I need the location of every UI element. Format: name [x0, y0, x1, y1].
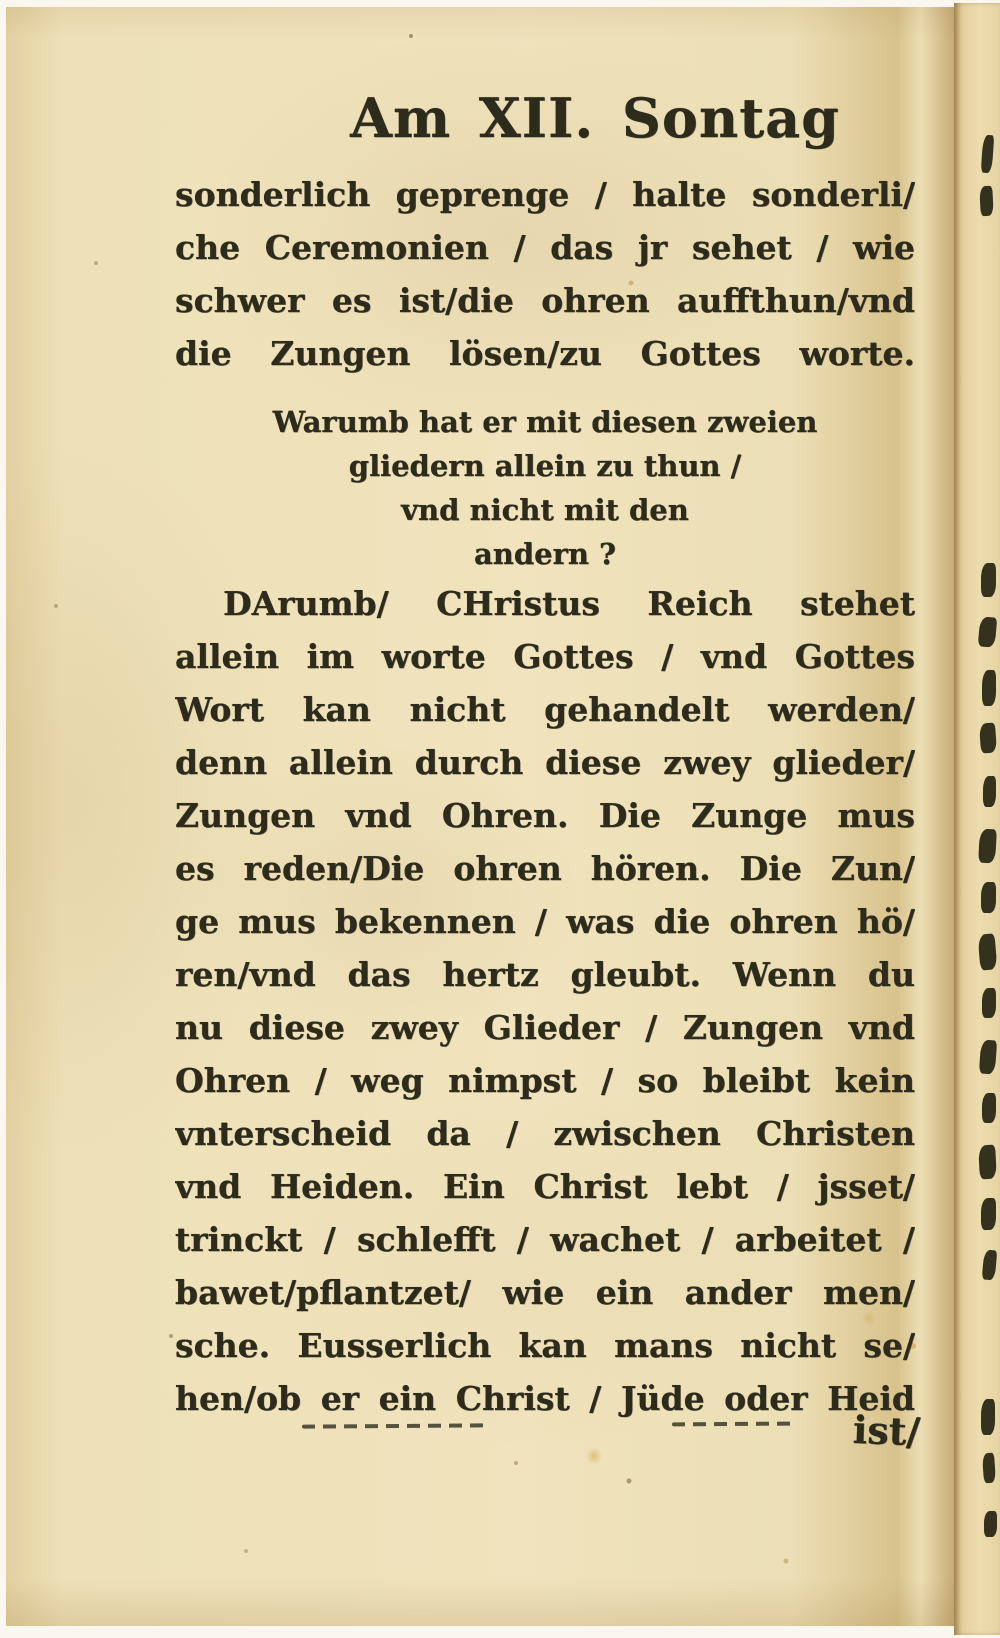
page-text-block	[175, 86, 921, 1586]
text-line: nu diese zwey Glieder / Zungen vnd	[175, 1008, 915, 1047]
next-page-ink-fragment	[982, 1249, 998, 1280]
text-line: ren/vnd das hertz gleubt. Wenn du	[175, 955, 915, 994]
text-line: hen/ob er ein Christ / Jüde oder Heid	[175, 1379, 915, 1418]
text-line: ge mus bekennen / was die ohren hö/	[175, 902, 915, 941]
question-line: andern ?	[473, 537, 617, 571]
next-page-edge	[954, 3, 1000, 1635]
next-page-ink-fragment	[979, 722, 997, 753]
text-line: es reden/Die ohren hören. Die Zun/	[175, 849, 915, 888]
question-line: vnd nicht mit den	[401, 493, 689, 527]
text-line: denn allein durch diese zwey glieder/	[175, 743, 915, 782]
text-line: bawet/pflantzet/ wie ein ander men/	[175, 1273, 915, 1312]
next-page-ink-fragment	[981, 1198, 996, 1230]
catchword: ist/	[851, 1406, 921, 1455]
text-line: schwer es ist/die ohren auffthun/vnd	[175, 281, 915, 320]
next-page-ink-fragment	[982, 670, 996, 706]
text-line: die Zungen lösen/zu Gottes worte.	[175, 334, 915, 373]
next-page-ink-fragment	[982, 1453, 996, 1484]
answer-paragraph	[175, 577, 915, 1425]
next-page-ink-fragment	[981, 135, 995, 174]
text-line: sonderlich geprenge / halte sonderli/	[175, 175, 915, 214]
question-line: Warumb hat er mit diesen zweien	[272, 405, 818, 439]
handwritten-underline-right	[672, 1422, 796, 1427]
next-page-ink-fragment	[978, 616, 998, 647]
handwritten-underline-left	[302, 1423, 484, 1428]
next-page-ink-fragment	[979, 186, 994, 217]
text-line: Zungen vnd Ohren. Die Zunge mus	[175, 796, 915, 835]
next-page-ink-fragment	[984, 1511, 997, 1537]
text-line: Wort kan nicht gehandelt werden/	[175, 690, 915, 729]
intro-paragraph	[175, 168, 915, 380]
text-line: vnd Heiden. Ein Christ lebt / jsset/	[175, 1167, 915, 1206]
next-page-ink-fragment	[982, 988, 996, 1018]
text-line: Ohren / weg nimpst / so bleibt kein	[175, 1061, 915, 1100]
text-line: trinckt / schlefft / wachet / arbeitet /	[175, 1220, 915, 1259]
next-page-ink-fragment	[981, 882, 996, 913]
next-page-ink-fragment	[983, 776, 996, 807]
next-page-ink-fragment	[978, 829, 997, 864]
text-line: DArumb/ CHristus Reich stehet	[223, 584, 915, 623]
next-page-ink-fragment	[981, 563, 996, 597]
next-page-ink-fragment	[982, 1093, 996, 1123]
question-line: gliedern allein zu thun /	[348, 449, 742, 483]
page-title: Am XII. Sontag	[350, 86, 840, 150]
next-page-ink-fragment	[981, 1399, 995, 1435]
next-page-ink-fragment	[978, 1145, 997, 1180]
text-line: che Ceremonien / das jr sehet / wie	[175, 228, 915, 267]
next-page-ink-fragment	[979, 1039, 997, 1074]
next-page-ink-fragment	[977, 933, 997, 970]
text-line: allein im worte Gottes / vnd Gottes	[175, 637, 915, 676]
paper-specks	[0, 0, 2, 2]
question-block	[175, 400, 915, 576]
text-line: sche. Eusserlich kan mans nicht se/	[175, 1326, 915, 1365]
text-line: vnterscheid da / zwischen Christen	[175, 1114, 915, 1153]
